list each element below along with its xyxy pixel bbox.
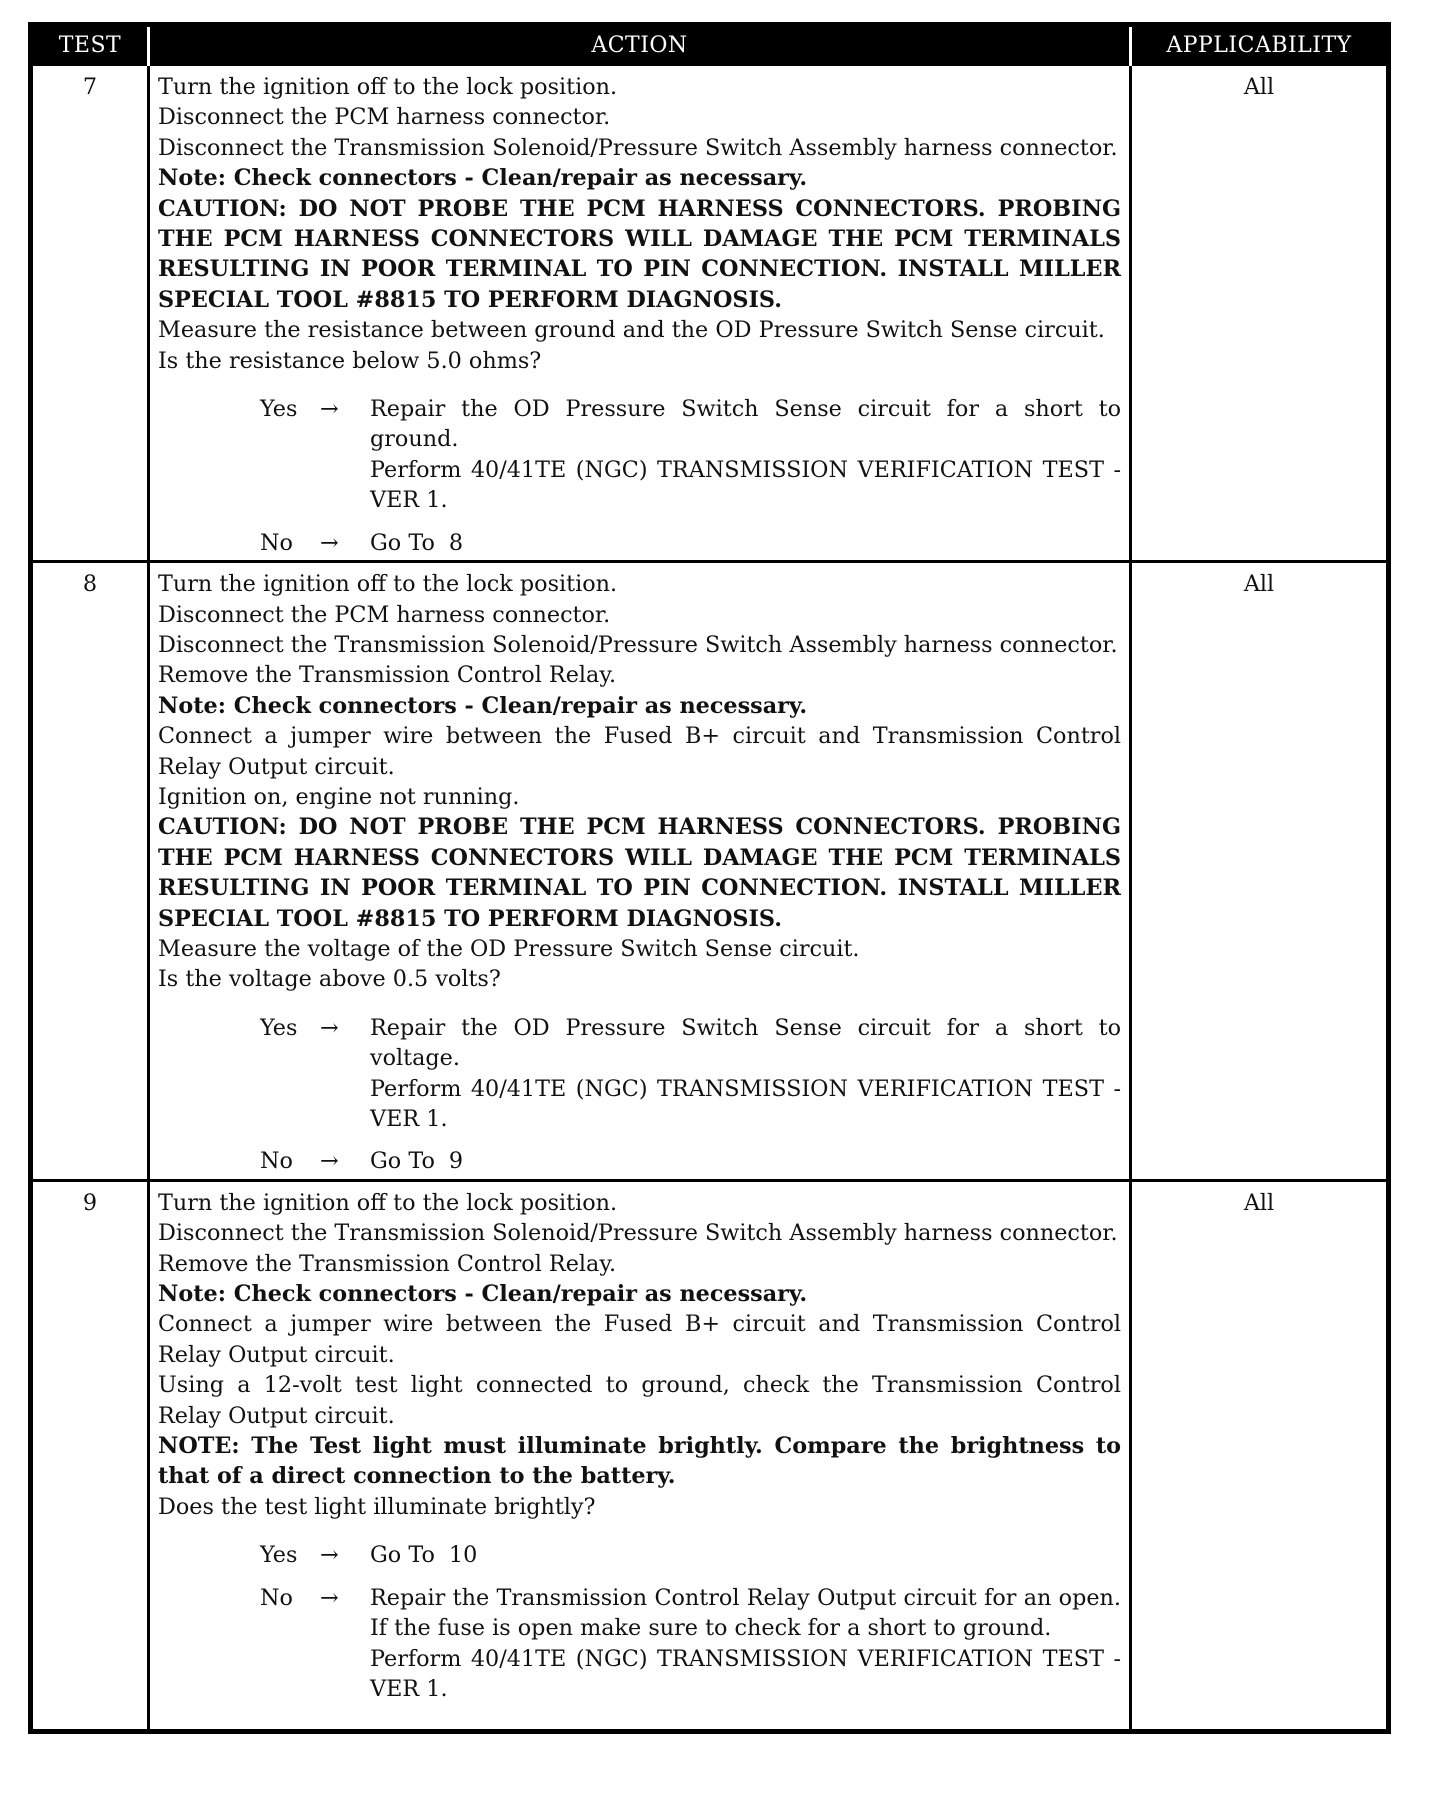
yes-result <box>260 1540 1121 1570</box>
ignition-text: Ignition on, engine not running. <box>158 783 520 810</box>
yes-label: Yes <box>260 1014 298 1041</box>
yes-result <box>260 394 1121 516</box>
no-result <box>260 1583 1121 1705</box>
question-text: Does the test light illuminate brightly? <box>158 1493 596 1520</box>
goto-step-link[interactable]: 10 <box>448 1542 478 1569</box>
step-line: Turn the ignition off to the lock position. <box>158 1189 618 1216</box>
applicability-value: All <box>1131 562 1389 1181</box>
test-number: 7 <box>31 65 149 562</box>
test-number: 9 <box>31 1180 149 1731</box>
verification-text: Perform 40/41TE (NGC) TRANSMISSION VERIFICATION TEST - VER 1. <box>370 1075 1121 1132</box>
goto-step-link[interactable]: 8 <box>448 529 464 556</box>
arrow-right-icon: → <box>320 1014 339 1041</box>
goto-label: Go To <box>370 1542 435 1569</box>
header-action: ACTION <box>149 25 1131 65</box>
question-text: Is the voltage above 0.5 volts? <box>158 966 501 993</box>
test-number: 8 <box>31 562 149 1181</box>
step-line: Disconnect the Transmission Solenoid/Pressure Switch Assembly harness connector. <box>158 631 1118 658</box>
step-line: Remove the Transmission Control Relay. <box>158 662 617 689</box>
diagnostic-table <box>28 22 1391 1734</box>
goto-label: Go To <box>370 1148 435 1175</box>
arrow-right-icon: → <box>320 396 339 423</box>
verification-text: Perform 40/41TE (NGC) TRANSMISSION VERIFICATION TEST - VER 1. <box>370 1645 1121 1702</box>
yes-result <box>260 1013 1121 1135</box>
step-line: Turn the ignition off to the lock position. <box>158 74 618 100</box>
note-text: Note: Check connectors - Clean/repair as necessary. <box>158 1281 808 1308</box>
testlight-text: Using a 12-volt test light connected to ground, check the Transmission Control Relay Output circuit. <box>158 1372 1121 1429</box>
step-line: Turn the ignition off to the lock position. <box>158 571 618 598</box>
no-result <box>260 528 1121 558</box>
no-label: No <box>260 1584 293 1611</box>
step-line: Disconnect the Transmission Solenoid/Pressure Switch Assembly harness connector. <box>158 1220 1118 1247</box>
jumper-text: Connect a jumper wire between the Fused B+ circuit and Transmission Control Relay Output circuit. <box>158 1311 1121 1368</box>
applicability-value: All <box>1131 65 1389 562</box>
action-cell <box>149 65 1131 562</box>
step-line: Disconnect the Transmission Solenoid/Pressure Switch Assembly harness connector. <box>158 134 1118 161</box>
yes-text: Repair the OD Pressure Switch Sense circuit for a short to voltage. <box>370 1014 1121 1072</box>
measure-text: Measure the resistance between ground and the OD Pressure Switch Sense circuit. <box>158 317 1105 344</box>
step-line: Remove the Transmission Control Relay. <box>158 1250 617 1277</box>
yes-label: Yes <box>260 1542 298 1569</box>
diagnostic-page <box>28 22 1386 1734</box>
arrow-right-icon: → <box>320 529 339 556</box>
step-line: Disconnect the PCM harness connector. <box>158 601 611 628</box>
yes-label: Yes <box>260 396 298 423</box>
question-text: Is the resistance below 5.0 ohms? <box>158 347 542 374</box>
no-text: Repair the Transmission Control Relay Output circuit for an open. If the fuse is open make sure to check for a short to ground. <box>370 1584 1121 1642</box>
no-label: No <box>260 1148 293 1175</box>
verification-text: Perform 40/41TE (NGC) TRANSMISSION VERIFICATION TEST - VER 1. <box>370 456 1121 514</box>
goto-label: Go To <box>370 529 435 556</box>
table-row <box>31 65 1389 562</box>
arrow-right-icon: → <box>320 1584 339 1611</box>
no-label: No <box>260 529 293 556</box>
header-test: TEST <box>31 25 149 65</box>
no-result <box>260 1146 1121 1176</box>
action-cell <box>149 1180 1131 1731</box>
yes-text: Repair the OD Pressure Switch Sense circuit for a short to ground. <box>370 396 1121 453</box>
jumper-text: Connect a jumper wire between the Fused B+ circuit and Transmission Control Relay Output circuit. <box>158 723 1121 780</box>
table-row <box>31 562 1389 1181</box>
goto-step-link[interactable]: 9 <box>448 1148 464 1175</box>
table-row <box>31 1180 1389 1731</box>
caution-text: CAUTION: DO NOT PROBE THE PCM HARNESS CONNECTORS. PROBING THE PCM HARNESS CONNECTORS WILL DAMAGE THE PCM TERMINALS RESULTING IN POOR TERMINAL TO PIN CONNECTION. INSTALL MILLER SPECIAL TOOL #8815 TO PERFORM DIAGNOSIS. <box>158 814 1121 932</box>
applicability-value: All <box>1131 1180 1389 1731</box>
note-text: NOTE: The Test light must illuminate brightly. Compare the brightness to that of a direct connection to the battery. <box>158 1433 1121 1490</box>
step-line: Disconnect the PCM harness connector. <box>158 104 611 131</box>
header-applicability: APPLICABILITY <box>1131 25 1389 65</box>
arrow-right-icon: → <box>320 1148 339 1175</box>
table-header-row <box>31 25 1389 65</box>
caution-text: CAUTION: DO NOT PROBE THE PCM HARNESS CONNECTORS. PROBING THE PCM HARNESS CONNECTORS WILL DAMAGE THE PCM TERMINALS RESULTING IN POOR TERMINAL TO PIN CONNECTION. INSTALL MILLER SPECIAL TOOL #8815 TO PERFORM DIAGNOSIS. <box>158 195 1121 313</box>
note-text: Note: Check connectors - Clean/repair as necessary. <box>158 165 808 192</box>
measure-text: Measure the voltage of the OD Pressure Switch Sense circuit. <box>158 935 860 962</box>
action-cell <box>149 562 1131 1181</box>
note-text: Note: Check connectors - Clean/repair as necessary. <box>158 692 808 719</box>
arrow-right-icon: → <box>320 1542 339 1569</box>
